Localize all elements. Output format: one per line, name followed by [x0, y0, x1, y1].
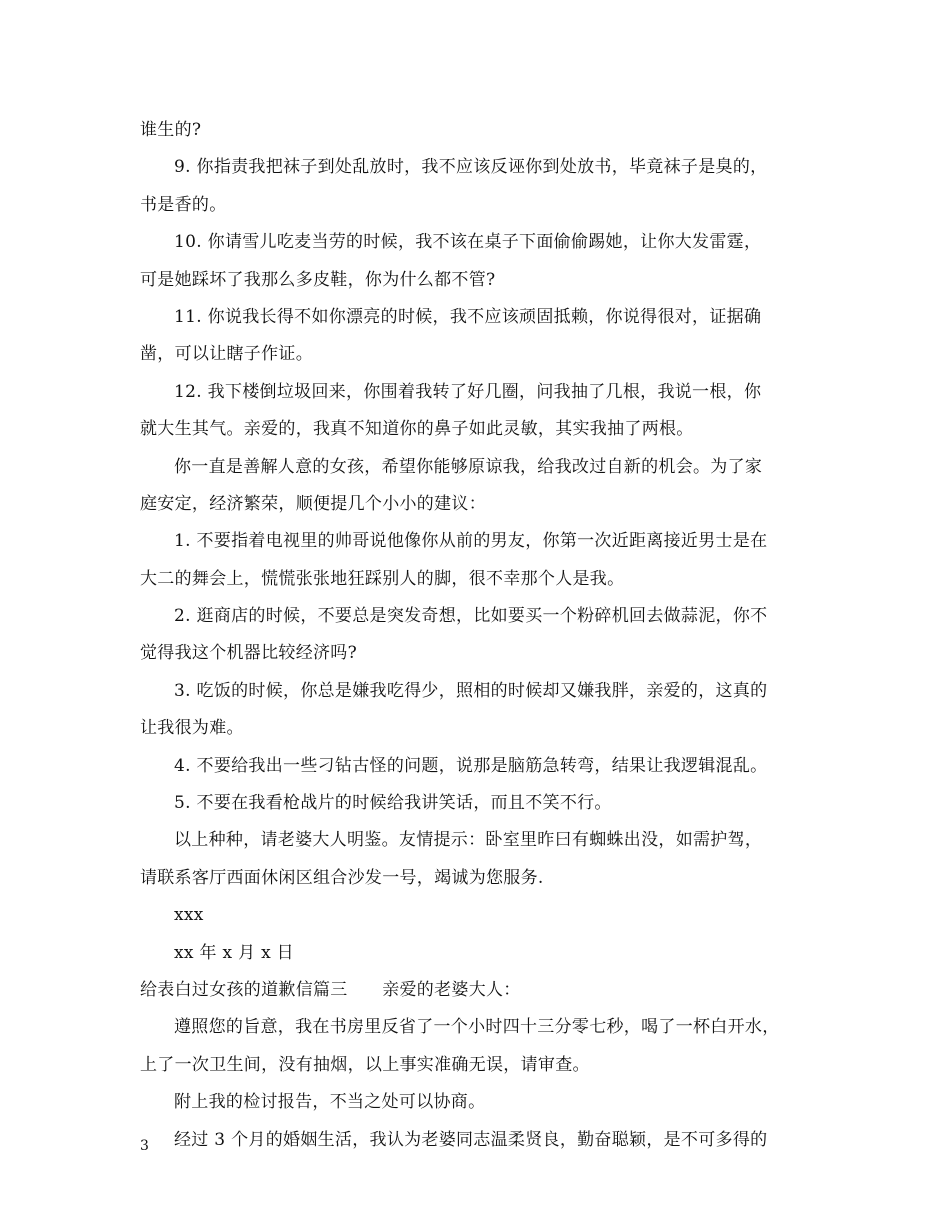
- text-line: 1. 不要指着电视里的帅哥说他像你从前的男友，你第一次近距离接近男士是在: [174, 531, 768, 552]
- text-line: 你一直是善解人意的女孩，希望你能够原谅我，给我改过自新的机会。为了家: [174, 456, 763, 477]
- text-line: 大二的舞会上，慌慌张张地狂踩别人的脚，很不幸那个人是我。: [140, 568, 625, 589]
- text-line: 书是香的。: [140, 194, 227, 215]
- text-line: 4. 不要给我出一些刁钻古怪的问题，说那是脑筋急转弯，结果让我逻辑混乱。: [174, 755, 768, 776]
- text-line: 9. 你指责我把袜子到处乱放时，我不应该反诬你到处放书，毕竟袜子是臭的，: [174, 157, 768, 178]
- text-line: 以上种种，请老婆大人明鉴。友情提示：卧室里昨曰有蜘蛛出没，如需护驾，: [174, 830, 763, 851]
- text-line: 遵照您的旨意，我在书房里反省了一个小时四十三分零七秒，喝了一杯白开水，: [174, 1017, 780, 1038]
- text-line: 12. 我下楼倒垃圾回来，你围着我转了好几圈，问我抽了几根，我说一根，你: [174, 381, 762, 402]
- text-line: 给表白过女孩的道歉信篇三 亲爱的老婆大人：: [140, 979, 521, 1000]
- document-body: [140, 112, 810, 1159]
- text-line: 上了一次卫生间，没有抽烟，以上事实准确无误，请审查。: [140, 1054, 590, 1075]
- text-line: 谁生的?: [140, 120, 202, 140]
- text-line: 2. 逛商店的时候，不要总是突发奇想，比如要买一个粉碎机回去做蒜泥，你不: [174, 606, 768, 627]
- text-line: xxx: [174, 905, 204, 926]
- text-line: xx 年 x 月 x 日: [174, 942, 294, 963]
- text-line: 3. 吃饭的时候，你总是嫌我吃得少，照相的时候却又嫌我胖，亲爱的，这真的: [174, 680, 768, 701]
- text-line: 可是她踩坏了我那么多皮鞋，你为什么都不管?: [140, 269, 496, 290]
- text-line: 凿，可以让瞎子作证。: [140, 344, 313, 365]
- text-line: 就大生其气。亲爱的，我真不知道你的鼻子如此灵敏，其实我抽了两根。: [140, 419, 694, 440]
- text-line: 让我很为难。: [140, 718, 244, 739]
- text-line: 11. 你说我长得不如你漂亮的时候，我不应该顽固抵赖，你说得很对，证据确: [174, 306, 762, 327]
- text-line: 庭安定，经济繁荣，顺便提几个小小的建议：: [140, 493, 486, 514]
- text-line: 附上我的检讨报告，不当之处可以协商。: [174, 1092, 486, 1113]
- text-line: 觉得我这个机器比较经济吗?: [140, 643, 358, 664]
- text-line: 请联系客厅西面休闲区组合沙发一号，竭诚为您服务.: [140, 867, 544, 888]
- text-line: 经过 3 个月的婚姻生活，我认为老婆同志温柔贤良，勤奋聪颖，是不可多得的: [174, 1129, 768, 1150]
- text-line: 10. 你请雪儿吃麦当劳的时候，我不该在桌子下面偷偷踢她，让你大发雷霆，: [174, 232, 762, 253]
- page-number: 3: [140, 1138, 149, 1154]
- text-line: 5. 不要在我看枪战片的时候给我讲笑话，而且不笑不行。: [174, 793, 612, 814]
